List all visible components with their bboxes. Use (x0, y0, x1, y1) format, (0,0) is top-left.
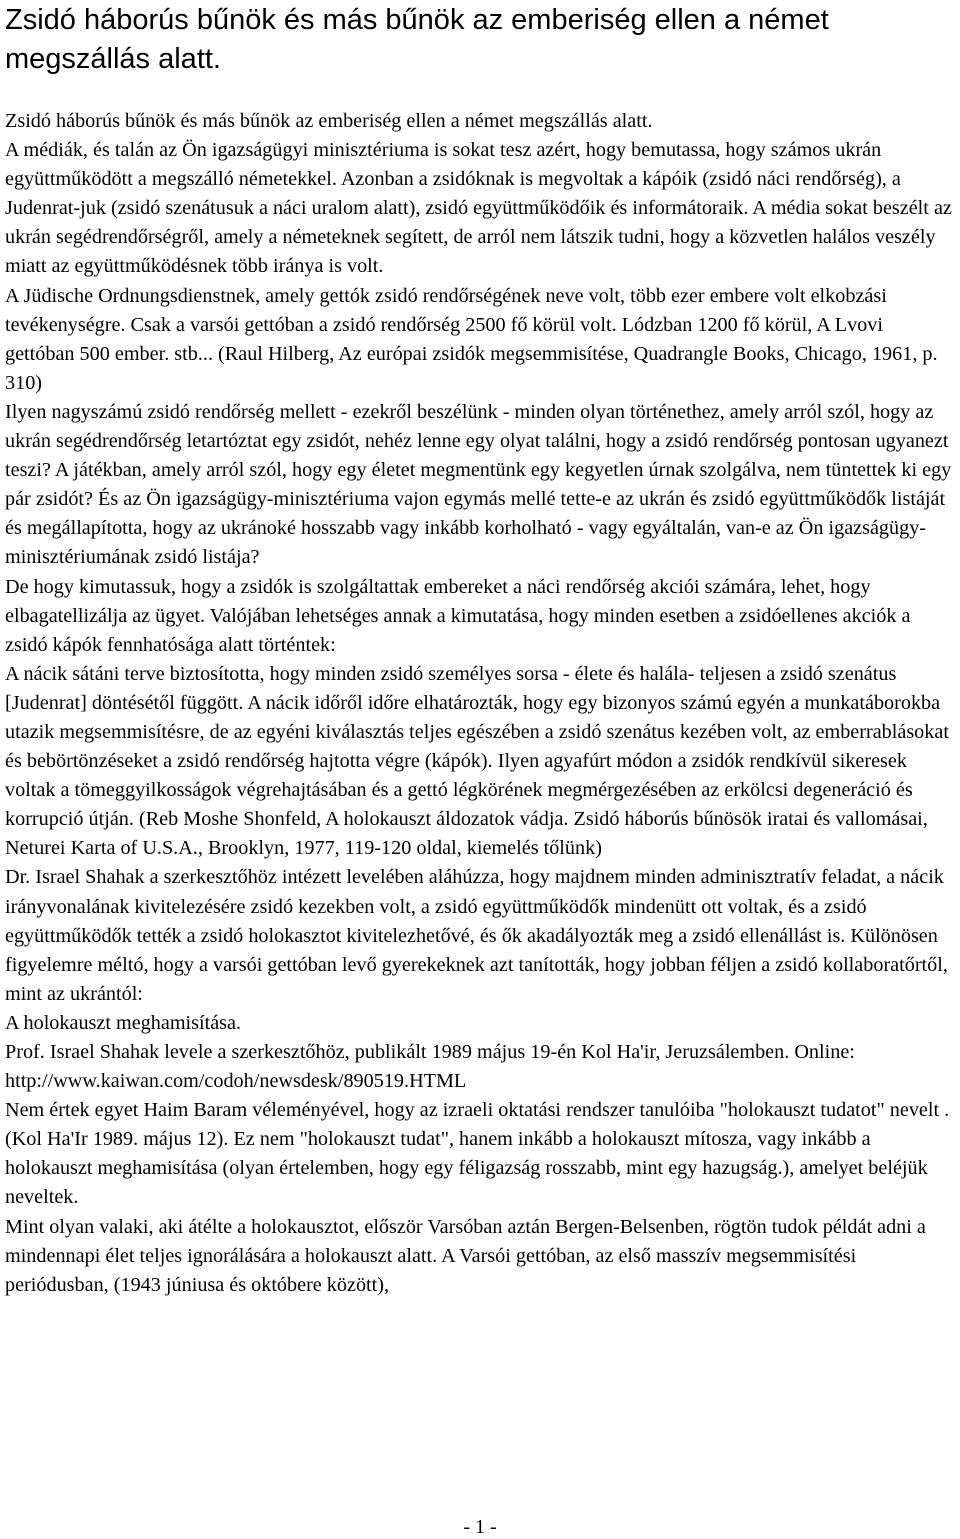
paragraph: Nem értek egyet Haim Baram véleményével, hogy az izraeli oktatási rendszer tanulóiba "holokauszt tudatot" nevelt . (Kol Ha'Ir 1989. május 12). Ez nem "holokauszt tudat", hanem inkább a holokauszt mítosza, vagy inkább a holokauszt meghamisítása (olyan értelemben, hogy egy féligazság rosszabb, mint egy hazugság.), amelyet beléjük neveltek. (5, 1099, 950, 1209)
paragraph: Dr. Israel Shahak a szerkesztőhöz intézett levelében aláhúzza, hogy majdnem minden adminisztratív feladat, a nácik irányvonalának kivitelezésére zsidó kezekben volt, a zsidó együttműködők mindenütt ott voltak, és a zsidó együttműködők tették a zsidó holokasztot kivitelezhetővé, és ők akadályozták meg a zsidó ellenállást is. Különösen figyelemre méltó, hogy a varsói gettóban levő gyerekeknek azt tanították, hogy jobban féljen a zsidó kollaboratőrtől, mint az ukrántól: (5, 866, 948, 1005)
paragraph: Zsidó háborús bűnök és más bűnök az emberiség ellen a német megszállás alatt. (5, 110, 653, 132)
paragraph: Ilyen nagyszámú zsidó rendőrség mellett - ezekről beszélünk - minden olyan történethez, amely arról szól, hogy az ukrán segédrendőrség letartóztat egy zsidót, nehéz lenne egy olyat találni, hogy a zsidó rendőrség pontosan ugyanezt teszi? A játékban, amely arról szól, hogy egy életet megmentünk egy kegyetlen úrnak szolgálva, nem tüntettek ki egy pár zsidót? És az Ön igazságügy-minisztériuma vajon egymás mellé tette-e az ukrán és zsidó együttműködők listáját és megállapította, hogy az ukránoké hosszabb vagy inkább korholható - vagy egyáltalán, van-e az Ön igazságügy-minisztériumának zsidó listája? (5, 400, 952, 569)
document-body (5, 107, 955, 1300)
paragraph: A Jüdische Ordnungsdienstnek, amely gettók zsidó rendőrségének neve volt, több ezer embere volt elkobzási tevékenységre. Csak a varsói gettóban a zsidó rendőrség 2500 fő körül volt. Lódzban 1200 fő körül, A Lvovi gettóban 500 ember. stb... (Raul Hilberg, Az európai zsidók megsemmisítése, Quadrangle Books, Chicago, 1961, p. 310) (5, 284, 938, 394)
document-page (5, 0, 955, 1300)
paragraph: De hogy kimutassuk, hogy a zsidók is szolgáltattak embereket a náci rendőrség akciói számára, lehet, hogy elbagatellizálja az ügyet. Valójában lehetséges annak a kimutatása, hogy minden esetben a zsidóellenes akciók a zsidó kápók fennhatósága alatt történtek: (5, 575, 911, 656)
paragraph: A holokauszt meghamisítása. (5, 1011, 242, 1034)
paragraph: A médiák, és talán az Ön igazságügyi minisztériuma is sokat tesz azért, hogy bemutassa, hogy számos ukrán együttműködött a megszálló németekkel. Azonban a zsidóknak is megvoltak a kápóik (zsidó náci rendőrség), a Judenrat-juk (zsidó szenátusuk a náci uralom alatt), zsidó együttműködőik és informátoraik. A média sokat beszélt az ukrán segédrendőrségről, amely a németeknek segített, de arról nem látszik tudni, hogy a közvetlen halálos veszély miatt az együttműködésnek több iránya is volt. (5, 139, 952, 278)
paragraph: A nácik sátáni terve biztosította, hogy minden zsidó személyes sorsa - élete és halála- teljesen a zsidó szenátus [Judenrat] döntésétől függött. A nácik időről időre elhatározták, hogy egy bizonyos számú egyén a munkatáborokba utazik megsemmisítésre, de az egyéni kiválasztás teljes egészében a zsidó szenátus kezében volt, az emberrablásokat és bebörtönzéseket a zsidó rendőrség hajtotta végre (kápók). Ilyen agyafúrt módon a zsidók rendkívül sikeresek voltak a tömeggyilkosságok végrehajtásában és a gettó légkörének megmérgezésében az erkölcsi degeneráció és korrupció útján. (Reb Moshe Shonfeld, A holokauszt áldozatok vádja. Zsidó háborús bűnösök iratai és vallomásai, Neturei Karta of U.S.A., Brooklyn, 1977, 119-120 oldal, kiemelés tőlünk) (5, 662, 949, 860)
paragraph: Prof. Israel Shahak levele a szerkesztőhöz, publikált 1989 május 19-én Kol Ha'ir, Jeruzsálemben. Online: http://www.kaiwan.com/codoh/newsdesk/890519.HTML (5, 1041, 855, 1093)
paragraph: Mint olyan valaki, aki átélte a holokausztot, először Varsóban aztán Bergen-Belsenben, rögtön tudok példát adni a mindennapi élet teljes ignorálására a holokauszt alatt. A Varsói gettóban, az első masszív megsemmisítési periódusban, (1943 júniusa és októbere között), (5, 1215, 926, 1296)
page-number: - 1 - (463, 1516, 497, 1538)
document-title: Zsidó háborús bűnök és más bűnök az emberiség ellen a német megszállás alatt. (5, 4, 829, 75)
